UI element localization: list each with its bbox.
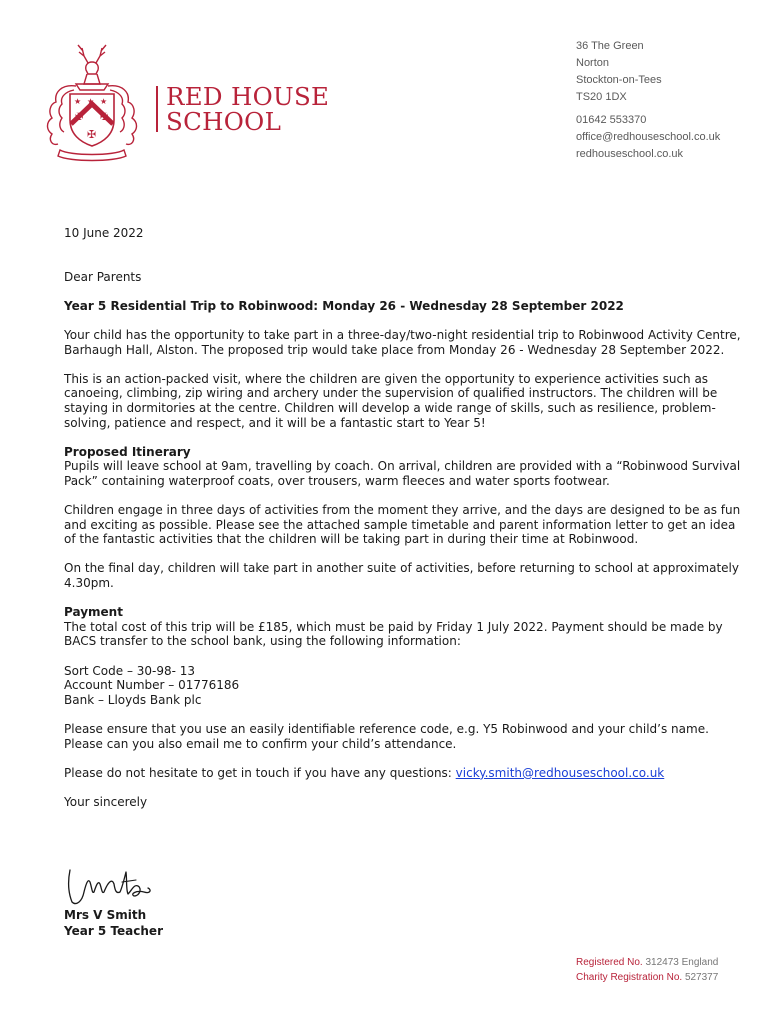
- svg-text:✠: ✠: [87, 128, 97, 141]
- letter-date: 10 June 2022: [64, 226, 144, 240]
- salutation: Dear Parents: [64, 269, 142, 284]
- registration-footer: [576, 955, 718, 985]
- signer-block: [64, 908, 163, 939]
- paragraph-payment: The total cost of this trip will be £185, which must be paid by Friday 1 July 2022. Payment should be made by BACS transfer to the school bank, using the following information:: [64, 619, 723, 649]
- paragraph-itinerary-activities: Children engage in three days of activities from the moment they arrive, and the days are designed to be as fun and exciting as possible. Please see the attached sample timetable and parent information letter to get an idea of the fantastic activities that the children will be taking part in during their time at Robinwood.: [64, 503, 741, 547]
- address-line: Norton: [576, 57, 610, 69]
- paragraph-contact: [64, 766, 744, 781]
- signer-title: Year 5 Teacher: [64, 923, 163, 938]
- closing: Your sincerely: [64, 794, 148, 809]
- svg-text:★: ★: [74, 97, 82, 106]
- school-name-line1: RED HOUSE: [166, 82, 330, 111]
- charity-number: [576, 970, 718, 985]
- payment-heading: Payment: [64, 605, 123, 620]
- charity-value: 527377: [684, 972, 719, 983]
- svg-text:✠: ✠: [100, 112, 109, 123]
- logo-divider: [156, 86, 158, 132]
- teacher-email-link[interactable]: vicky.smith@redhouseschool.co.uk: [455, 765, 665, 780]
- school-crest-logo: [38, 38, 146, 164]
- bank-name: Bank – Lloyds Bank plc: [64, 692, 202, 707]
- contact-text: Please do not hesitate to get in touch if you have any questions:: [64, 765, 456, 780]
- address-line: 36 The Green: [576, 40, 644, 52]
- handwritten-signature: [64, 862, 160, 908]
- school-name-line2: SCHOOL: [166, 107, 282, 136]
- school-email: office@redhouseschool.co.uk: [576, 131, 721, 143]
- itinerary-heading: Proposed Itinerary: [64, 444, 191, 459]
- letter-body: [64, 226, 744, 810]
- svg-text:★: ★: [100, 97, 108, 106]
- school-name-logo: [166, 84, 329, 134]
- charity-label: Charity Registration No.: [576, 972, 683, 983]
- svg-text:★: ★: [87, 97, 95, 106]
- paragraph-itinerary-final-day: On the final day, children will take part in another suite of activities, before returning to school at approximately 4.30pm.: [64, 561, 739, 591]
- address-line: TS20 1DX: [576, 91, 627, 103]
- sort-code: Sort Code – 30-98- 13: [64, 663, 196, 678]
- school-address-block: [576, 38, 720, 163]
- signer-name: Mrs V Smith: [64, 908, 147, 922]
- school-website: redhouseschool.co.uk: [576, 148, 684, 160]
- school-phone: 01642 553370: [576, 114, 647, 126]
- letter-subject: Year 5 Residential Trip to Robinwood: Monday 26 - Wednesday 28 September 2022: [64, 298, 624, 313]
- address-line: Stockton-on-Tees: [576, 74, 662, 86]
- registered-value: 312473 England: [645, 957, 719, 968]
- registered-number: [576, 955, 718, 970]
- paragraph-intro: Your child has the opportunity to take part in a three-day/two-night residential trip to Robinwood Activity Centre, Barhaugh Hall, Alston. The proposed trip would take place from Monday 26 - Wednesday 28 September 2022.: [64, 327, 741, 357]
- paragraph-activities: This is an action-packed visit, where the children are given the opportunity to experience activities such as canoeing, climbing, zip wiring and archery under the supervision of qualified instructors. The children will be staying in dormitories at the centre. Children will develop a wide range of skills, such as resilience, problem-solving, patience and respect, and it will be a fantastic start to Year 5!: [64, 371, 718, 430]
- account-number: Account Number – 01776186: [64, 678, 240, 693]
- registered-label: Registered No.: [576, 957, 643, 968]
- paragraph-itinerary-arrival: Pupils will leave school at 9am, travelling by coach. On arrival, children are provided with a “Robinwood Survival Pack” containing waterproof coats, over trousers, warm fleeces and water sports footwear.: [64, 459, 741, 488]
- paragraph-reference: Please ensure that you use an easily identifiable reference code, e.g. Y5 Robinwood and your child’s name. Please can you also email me to confirm your child’s attendance.: [64, 722, 709, 751]
- svg-text:✠: ✠: [75, 112, 84, 123]
